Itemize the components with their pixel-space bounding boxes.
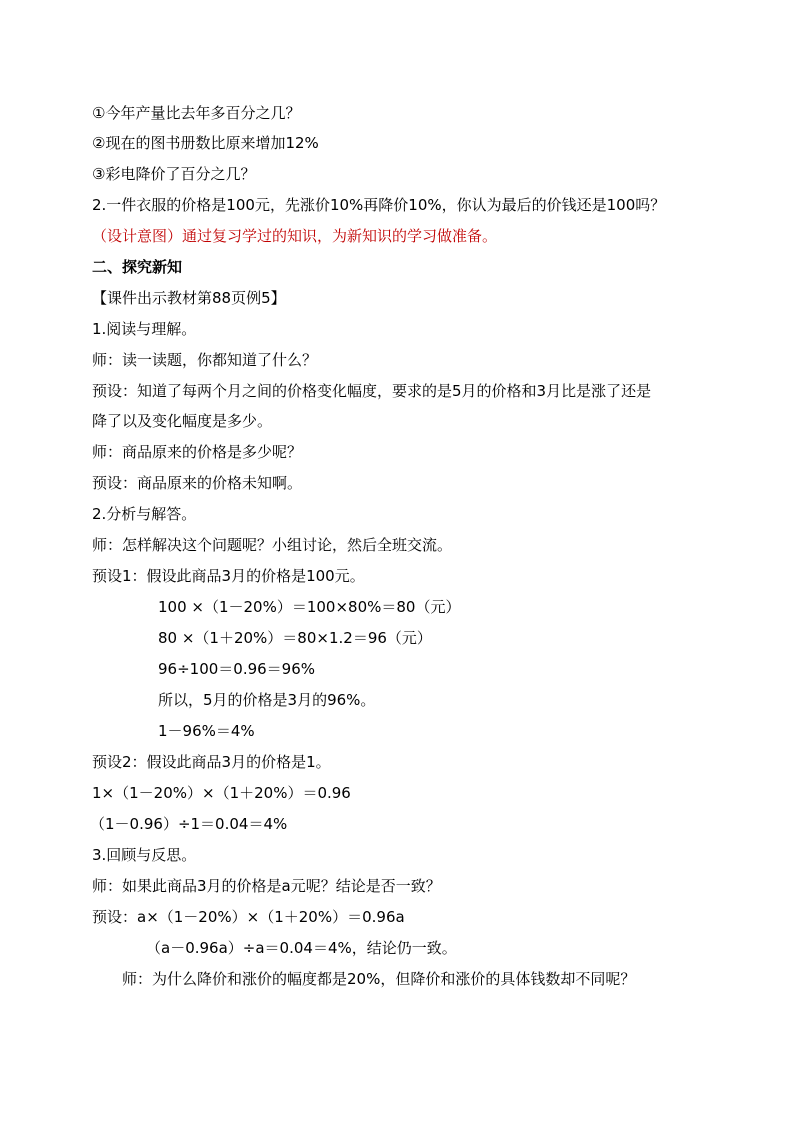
section-heading: 二、探究新知: [92, 258, 183, 276]
formula-line: （a－0.96a）÷a＝0.04＝4%，结论仍一致。: [146, 939, 457, 957]
step-3-heading: 3.回顾与反思。: [92, 846, 197, 864]
question-2: ②现在的图书册数比原来增加12%: [92, 134, 319, 152]
formula-line: （1－0.96）÷1＝0.04＝4%: [90, 815, 288, 833]
teacher-line: 师：如果此商品3月的价格是a元呢？结论是否一致？: [92, 877, 441, 895]
teacher-line: 师：商品原来的价格是多少呢？: [92, 443, 303, 461]
preset-1-line: 预设1：假设此商品3月的价格是100元。: [92, 567, 365, 585]
exercise-2: 2.一件衣服的价格是100元，先涨价10%再降价10%，你认为最后的价钱还是100吗？: [92, 196, 666, 214]
formula-line: 1×（1－20%）×（1＋20%）＝0.96: [92, 784, 351, 802]
preset-2-line: 预设2：假设此商品3月的价格是1。: [92, 753, 331, 771]
formula-line: 100 ×（1－20%）＝100×80%＝80（元）: [158, 598, 461, 616]
teacher-line: 师：怎样解决这个问题呢？小组讨论，然后全班交流。: [92, 536, 453, 554]
question-3: ③彩电降价了百分之几？: [92, 165, 256, 183]
preset-line-continued: 降了以及变化幅度是多少。: [92, 412, 273, 430]
design-intent-note: （设计意图）通过复习学过的知识，为新知识的学习做准备。: [92, 227, 498, 245]
formula-line: 96÷100＝0.96＝96%: [158, 660, 316, 678]
courseware-note: 【课件出示教材第88页例5】: [92, 289, 286, 307]
preset-line: 预设：a×（1－20%）×（1＋20%）＝0.96a: [92, 908, 405, 926]
teacher-line: 师：读一读题，你都知道了什么？: [92, 351, 318, 369]
step-1-heading: 1.阅读与理解。: [92, 320, 197, 338]
formula-line: 1－96%＝4%: [158, 722, 255, 740]
formula-line: 80 ×（1＋20%）＝80×1.2＝96（元）: [158, 629, 432, 647]
conclusion-line: 所以，5月的价格是3月的96%。: [158, 691, 376, 709]
step-2-heading: 2.分析与解答。: [92, 505, 197, 523]
preset-line: 预设：商品原来的价格未知啊。: [92, 474, 303, 492]
preset-line: 预设：知道了每两个月之间的价格变化幅度，要求的是5月的价格和3月比是涨了还是: [92, 382, 652, 400]
teacher-question-line: 师：为什么降价和涨价的幅度都是20%，但降价和涨价的具体钱数却不同呢？: [122, 970, 636, 988]
question-1: ①今年产量比去年多百分之几？: [92, 104, 301, 122]
